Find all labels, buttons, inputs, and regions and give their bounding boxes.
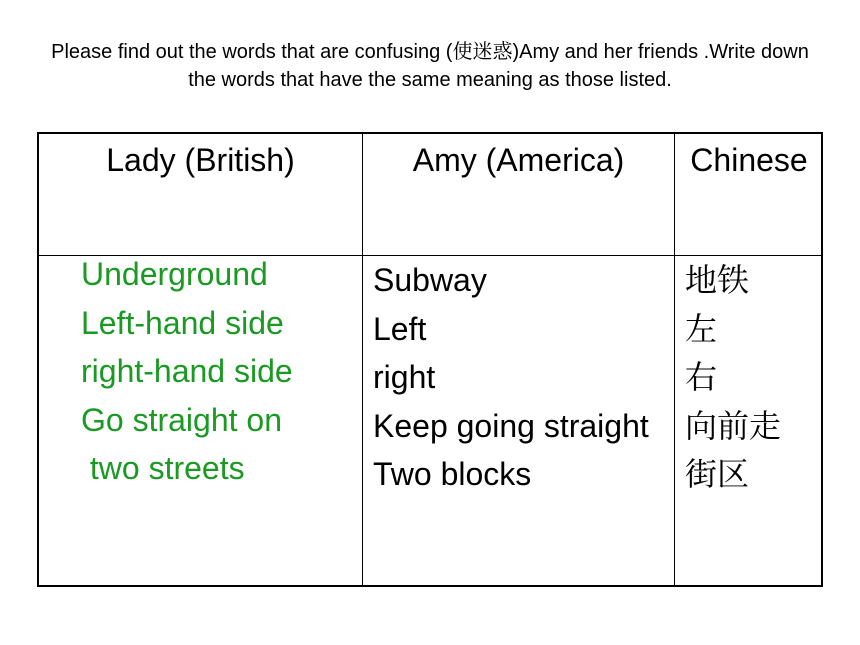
header-chinese: Chinese — [690, 142, 808, 178]
british-term: Underground — [81, 256, 268, 292]
instruction-text: Please find out the words that are confusing (使迷惑)Amy and her friends .Write down the words that have the same meaning as those listed. — [51, 41, 809, 91]
header-american: Amy (America) — [412, 142, 625, 178]
chinese-terms-list — [685, 256, 781, 499]
chinese-term: 地铁 — [685, 261, 750, 299]
american-term: Subway — [373, 262, 487, 298]
british-terms-list — [81, 250, 293, 493]
american-term: Left — [373, 310, 427, 347]
british-term: Left-hand side — [81, 304, 284, 341]
column-divider — [362, 134, 363, 585]
vocabulary-table — [37, 132, 823, 587]
chinese-term: 右 — [685, 358, 718, 396]
american-term: Two blocks — [373, 456, 532, 492]
header-british: Lady (British) — [106, 142, 295, 178]
british-term: Go straight on — [81, 401, 282, 438]
american-term: right — [373, 359, 436, 395]
american-terms-list — [373, 256, 649, 499]
chinese-term: 左 — [685, 309, 718, 348]
american-term: Keep going straight — [373, 407, 649, 444]
chinese-term: 向前走 — [685, 406, 782, 445]
british-term: two streets — [81, 450, 245, 486]
column-divider — [674, 134, 675, 585]
chinese-term: 街区 — [685, 455, 750, 493]
british-term: right-hand side — [81, 353, 293, 389]
